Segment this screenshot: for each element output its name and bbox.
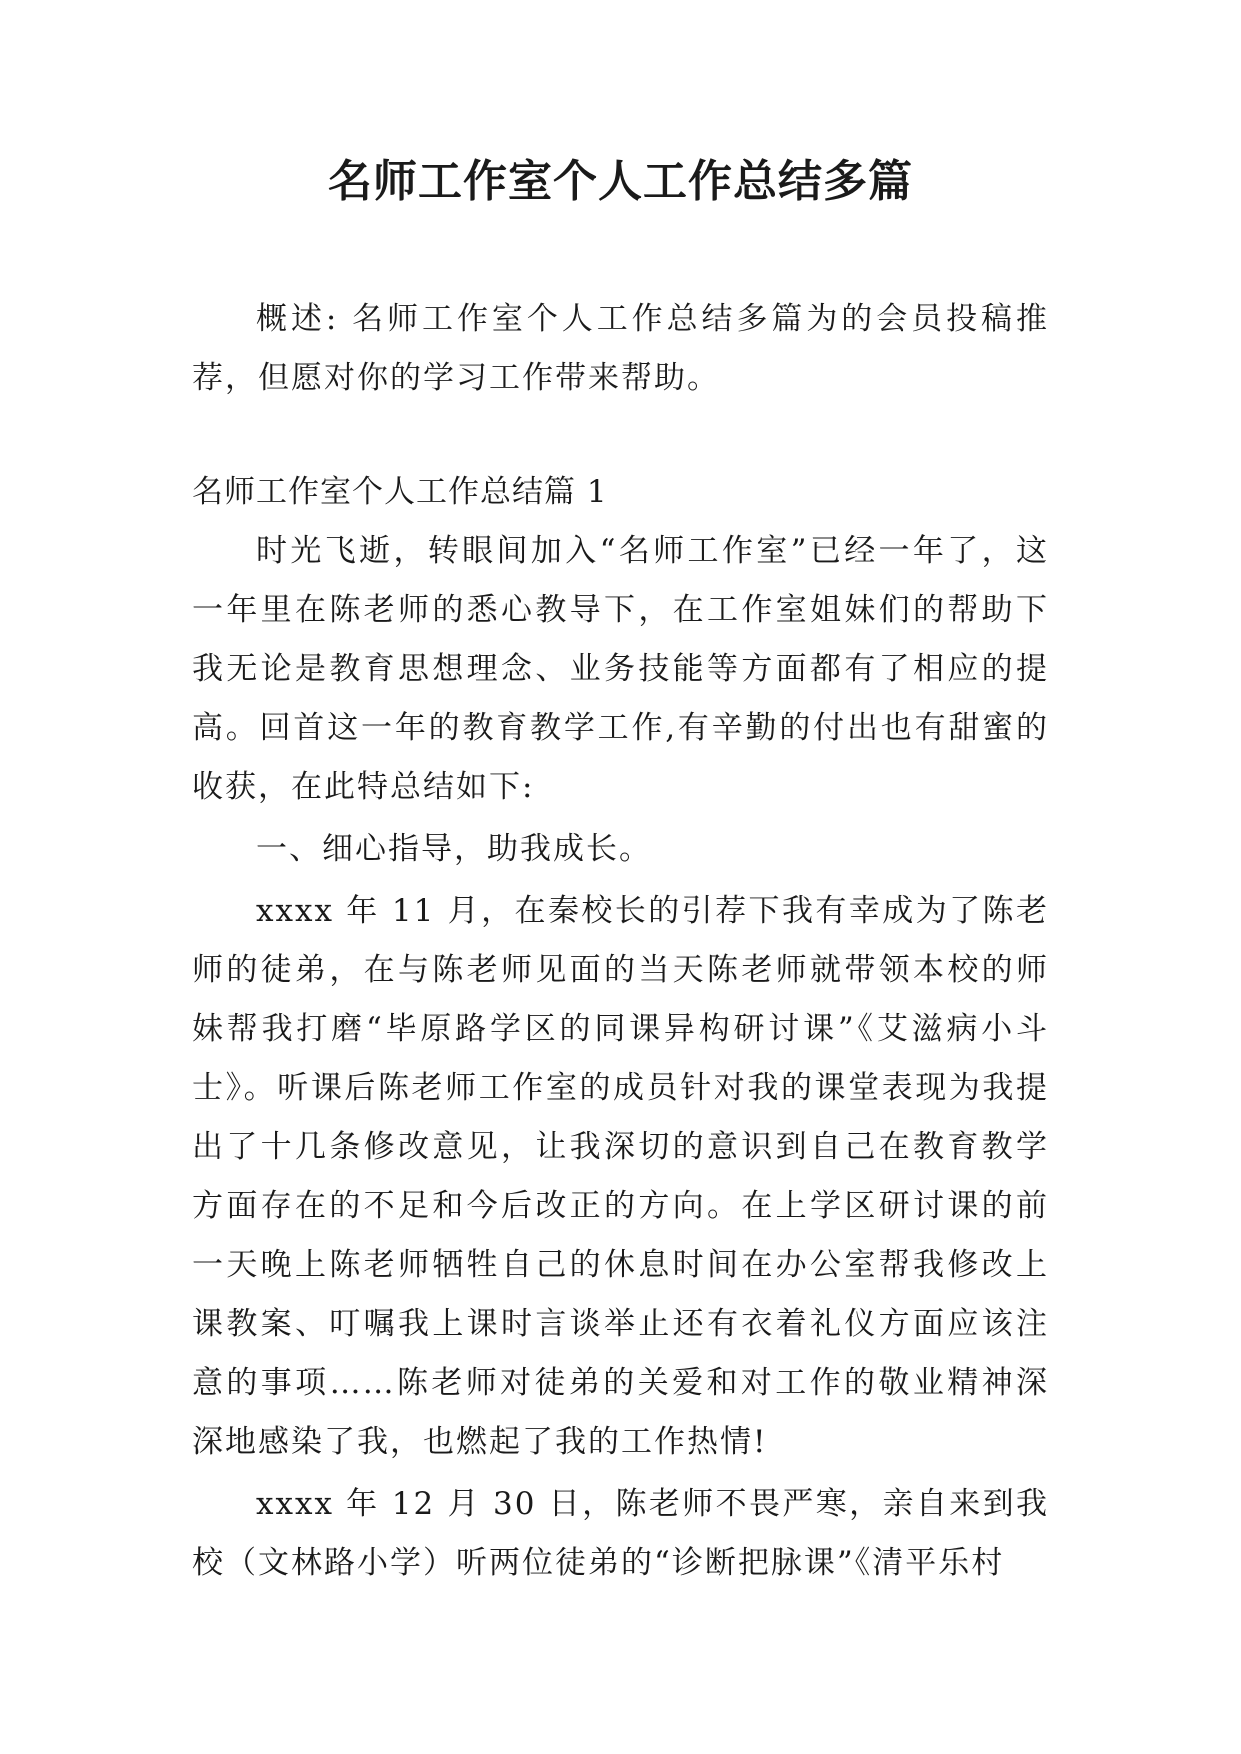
paragraph-subheading: 一、细心指导，助我成长。 xyxy=(256,831,652,867)
section-1 xyxy=(192,463,1049,1593)
paragraph-november: xxxx 年 11 月，在秦校长的引荐下我有幸成为了陈老师的徒弟，在与陈老师见面的当天陈老师就带领本校的师妹帮我打磨“毕原路学区的同课异构研讨课”《艾滋病小斗士》。听课后陈老师工作室的成员针对我的课堂表现为我提出了十几条修改意见，让我深切的意识到自己在教育教学方面存在的不足和今后改正的方向。在上学区研讨课的前一天晚上陈老师牺牲自己的休息时间在办公室帮我修改上课教案、叮嘱我上课时言谈举止还有衣着礼仪方面应该注意的事项……陈老师对徒弟的关爱和对工作的敬业精神深深地感染了我，也燃起了我的工作热情! xyxy=(192,893,1049,1460)
paragraph-december: xxxx 年 12 月 30 日，陈老师不畏严寒，亲自来到我校（文林路小学）听两位徒弟的“诊断把脉课”《清平乐村 xyxy=(192,1486,1049,1581)
document-title: 名师工作室个人工作总结多篇 xyxy=(328,156,913,207)
summary-paragraph: 概述: 名师工作室个人工作总结多篇为的会员投稿推荐，但愿对你的学习工作带来帮助。 xyxy=(192,301,1049,396)
paragraph-intro: 时光飞逝，转眼间加入“名师工作室”已经一年了，这一年里在陈老师的悉心教导下，在工作室姐妹们的帮助下我无论是教育思想理念、业务技能等方面都有了相应的提高。回首这一年的教育教学工作,有辛勤的付出也有甜蜜的收获，在此特总结如下: xyxy=(192,533,1049,805)
section-heading: 名师工作室个人工作总结篇 1 xyxy=(192,474,608,510)
